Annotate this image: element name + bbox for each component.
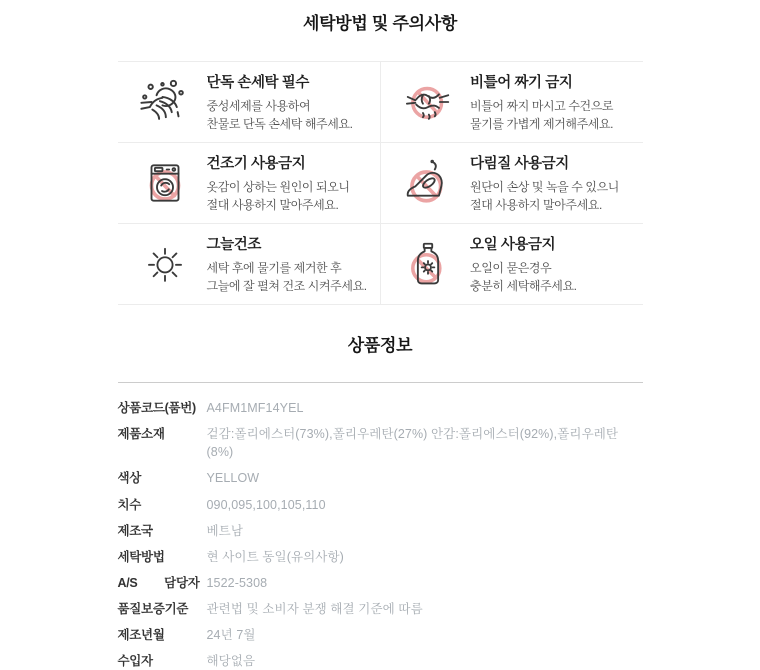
info-value: 24년 7월 xyxy=(206,628,256,643)
info-row-warranty xyxy=(118,600,643,618)
care-item-shade-dry xyxy=(118,224,381,305)
info-value: 베트남 xyxy=(206,523,244,538)
info-value: 겉감:폴리에스터(73%),폴리우레탄(27%) 안감:폴리에스터(92%),폴리우레탄(8%) xyxy=(206,427,619,460)
care-item-line1: 오일이 묻은경우 xyxy=(470,261,552,275)
info-row-color xyxy=(118,469,643,487)
care-item-line2: 충분히 세탁해주세요. xyxy=(470,279,577,293)
info-value: 해당없음 xyxy=(206,654,256,669)
info-row-manufacture-date xyxy=(118,626,643,644)
care-item-no-iron xyxy=(380,143,643,224)
no-dryer-icon xyxy=(138,156,192,210)
info-value: 관련법 및 소비자 분쟁 해결 기준에 따름 xyxy=(206,602,423,616)
product-info-table xyxy=(118,382,643,670)
care-item-line1: 세탁 후에 물기를 제거한 후 xyxy=(206,261,342,275)
product-detail-page xyxy=(118,0,643,670)
info-row-size xyxy=(118,496,643,514)
care-item-no-oil xyxy=(380,224,643,305)
info-row-wash-method xyxy=(118,548,643,566)
care-item-title: 단독 손세탁 필수 xyxy=(206,75,310,91)
care-item-title: 건조기 사용금지 xyxy=(206,156,306,172)
no-wring-icon xyxy=(401,75,455,129)
hand-wash-icon xyxy=(138,75,192,129)
info-value: 1522-5308 xyxy=(206,575,268,590)
info-label: 제품소재 xyxy=(117,427,165,442)
info-label: 수입자 xyxy=(117,654,153,669)
shade-dry-icon xyxy=(138,237,192,291)
care-item-line2: 물기를 가볍게 제거해주세요. xyxy=(470,117,614,131)
info-label: 색상 xyxy=(117,471,142,486)
info-label: 세탁방법 xyxy=(117,549,165,564)
care-item-no-dryer xyxy=(118,143,381,224)
care-item-title: 비틀어 짜기 금지 xyxy=(470,75,573,91)
info-label: 상품코드(품번) xyxy=(117,401,196,415)
product-section-title: 상품정보 xyxy=(347,336,413,355)
care-item-line2: 찬물로 단독 손세탁 해주세요. xyxy=(206,117,353,131)
info-label: 치수 xyxy=(117,497,142,512)
care-item-title: 그늘건조 xyxy=(206,237,261,253)
info-row-importer xyxy=(118,652,643,670)
info-label: 제조년월 xyxy=(117,628,165,643)
care-item-hand-wash xyxy=(118,62,381,143)
info-value: YELLOW xyxy=(206,471,260,486)
care-section-title: 세탁방법 및 주의사항 xyxy=(303,14,457,33)
care-item-line2: 절대 사용하지 말아주세요. xyxy=(470,198,602,212)
care-item-line1: 중성세제를 사용하여 xyxy=(206,99,311,113)
care-grid xyxy=(118,61,643,305)
care-item-line2: 절대 사용하지 말아주세요. xyxy=(206,198,339,212)
info-row-as-contact xyxy=(118,574,643,592)
care-item-line1: 비틀어 짜지 마시고 수건으로 xyxy=(470,99,614,113)
care-item-title: 다림질 사용금지 xyxy=(470,156,569,172)
care-item-line2: 그늘에 잘 펼쳐 건조 시켜주세요. xyxy=(206,279,367,293)
info-value: A4FM1MF14YEL xyxy=(206,401,304,415)
info-row-product-code xyxy=(118,399,643,417)
info-label: A/S 담당자 xyxy=(117,575,200,590)
no-oil-icon xyxy=(401,237,455,291)
info-row-material xyxy=(118,425,643,461)
care-item-line1: 원단이 손상 및 녹을 수 있으니 xyxy=(470,180,619,194)
care-item-no-wring xyxy=(380,62,643,143)
info-value: 090,095,100,105,110 xyxy=(206,497,326,512)
info-label: 제조국 xyxy=(117,523,153,538)
care-item-title: 오일 사용금지 xyxy=(470,237,556,253)
care-item-line1: 옷감이 상하는 원인이 되오니 xyxy=(206,180,350,194)
info-row-origin xyxy=(118,522,643,540)
info-value: 현 사이트 동일(유의사항) xyxy=(206,549,344,564)
no-iron-icon xyxy=(401,156,455,210)
info-label: 품질보증기준 xyxy=(117,602,189,616)
